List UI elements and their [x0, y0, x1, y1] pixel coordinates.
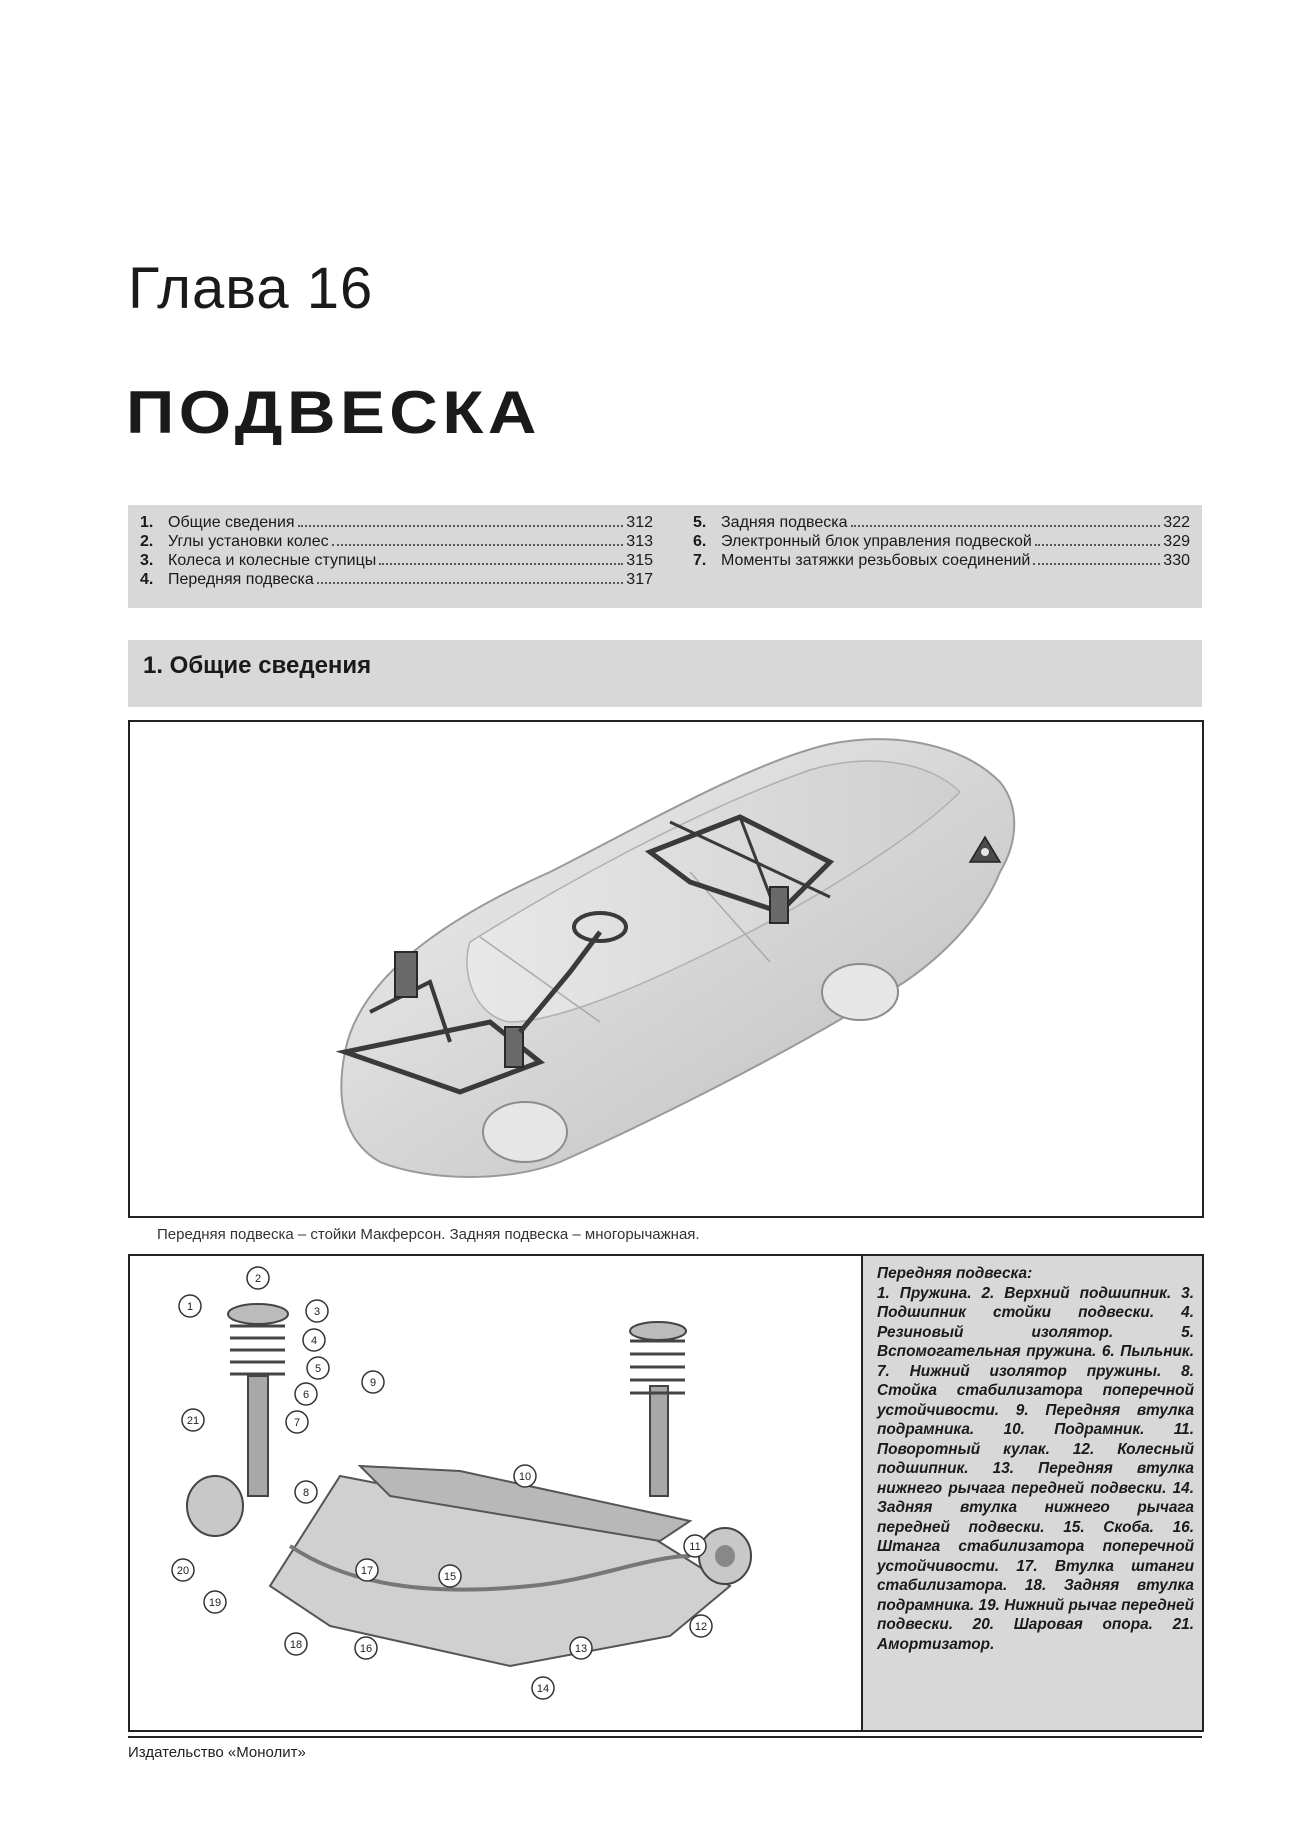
toc-item[interactable] [140, 551, 653, 570]
toc-item-page: 315 [626, 552, 653, 569]
section-header: 1. Общие сведения [128, 640, 1202, 707]
callout-label: 10 [518, 1471, 532, 1483]
car-suspension-figure [128, 720, 1204, 1218]
callout-label: 17 [360, 1565, 374, 1577]
toc-item-title: Электронный блок управления подвеской [721, 533, 1032, 550]
callout-label: 1 [186, 1301, 194, 1313]
publisher-footer: Издательство «Монолит» [128, 1744, 306, 1761]
legend-heading: Передняя подвеска: [877, 1265, 1033, 1282]
table-of-contents [128, 505, 1202, 608]
toc-item-title: Задняя подвеска [721, 514, 848, 531]
callout-label: 9 [369, 1377, 377, 1389]
toc-column-left [128, 513, 665, 608]
toc-leader-dots [1033, 551, 1160, 565]
car-suspension-illustration [130, 722, 1202, 1216]
toc-item-page: 322 [1163, 514, 1190, 531]
toc-item[interactable] [140, 570, 653, 589]
rear-wheel [822, 964, 898, 1020]
toc-item-title: Колеса и колесные ступицы [168, 552, 377, 569]
chapter-title: ПОДВЕСКА [126, 379, 541, 446]
front-strut [395, 952, 417, 997]
toc-item-title: Общие сведения [168, 514, 295, 531]
legend-panel [861, 1256, 1202, 1730]
toc-leader-dots [332, 532, 624, 546]
toc-item[interactable] [693, 551, 1190, 570]
callout-label: 13 [574, 1643, 588, 1655]
toc-leader-dots [298, 513, 624, 527]
callout-label: 3 [313, 1306, 321, 1318]
callout-label: 8 [302, 1487, 310, 1499]
toc-item[interactable] [140, 532, 653, 551]
toc-item-number: 5. [693, 514, 707, 531]
toc-item-title: Моменты затяжки резьбовых соединений [721, 552, 1031, 569]
left-knuckle [187, 1476, 243, 1536]
toc-item[interactable] [140, 513, 653, 532]
toc-item-number: 1. [140, 514, 154, 531]
callout-label: 7 [293, 1417, 301, 1429]
front-suspension-diagram [130, 1256, 857, 1730]
toc-leader-dots [379, 551, 623, 565]
callout-label: 20 [176, 1565, 190, 1577]
toc-item-page: 312 [626, 514, 653, 531]
toc-item[interactable] [693, 532, 1190, 551]
toc-item-page: 329 [1163, 533, 1190, 550]
toc-item-title: Углы установки колес [168, 533, 329, 550]
toc-item-page: 317 [626, 571, 653, 588]
toc-leader-dots [1035, 532, 1160, 546]
toc-item-number: 2. [140, 533, 154, 550]
toc-item-number: 7. [693, 552, 707, 569]
footer-divider [128, 1736, 1202, 1738]
toc-column-right [665, 513, 1202, 608]
callout-label: 18 [289, 1639, 303, 1651]
toc-leader-dots [851, 513, 1161, 527]
right-strut [650, 1386, 668, 1496]
toc-item[interactable] [693, 513, 1190, 532]
toc-item-number: 4. [140, 571, 154, 588]
callout-label: 19 [208, 1597, 222, 1609]
callout-label: 4 [310, 1335, 318, 1347]
toc-item-title: Передняя подвеска [168, 571, 314, 588]
callout-label: 2 [254, 1273, 262, 1285]
callout-label: 16 [359, 1643, 373, 1655]
toc-item-number: 3. [140, 552, 154, 569]
callout-label: 12 [694, 1621, 708, 1633]
callout-label: 14 [536, 1683, 550, 1695]
toc-item-number: 6. [693, 533, 707, 550]
callout-label: 21 [186, 1415, 200, 1427]
chapter-label: Глава 16 [128, 256, 374, 321]
callout-label: 11 [689, 1541, 701, 1553]
left-strut [248, 1376, 268, 1496]
toc-item-page: 313 [626, 533, 653, 550]
toc-item-page: 330 [1163, 552, 1190, 569]
callout-label: 6 [302, 1389, 310, 1401]
figure-caption: Передняя подвеска – стойки Макферсон. Задняя подвеска – многорычажная. [157, 1226, 700, 1243]
callout-label: 15 [443, 1571, 457, 1583]
callout-label: 5 [314, 1363, 322, 1375]
front-wheel [483, 1102, 567, 1162]
front-suspension-section [128, 1254, 1204, 1732]
toc-leader-dots [317, 570, 623, 584]
legend-text: 1. Пружина. 2. Верхний подшипник. 3. Подшипник стойки подвески. 4. Резиновый изолятор. 5. Вспомогательная пружина. 6. Пыльник. 7. Нижний изолятор пружины. 8. Стойка стабилизатора поперечной устойчивости. 9. Передняя втулка подрамника. 10. Подрамник. 11. Поворотный кулак. 12. Колесный подшипник. 13. Передняя втулка нижнего рычага передней подвески. 14. Задняя втулка нижнего рычага передней подвески. 15. Скоба. 16. Штанга стабилизатора поперечной устойчивости. 17. Втулка штанги стабилизатора. 18. Задняя втулка подрамника. 19. Нижний рычаг передней подвески. 20. Шаровая опора. 21. Амортизатор. [877, 1284, 1194, 1653]
front-suspension-drawing [130, 1256, 857, 1730]
